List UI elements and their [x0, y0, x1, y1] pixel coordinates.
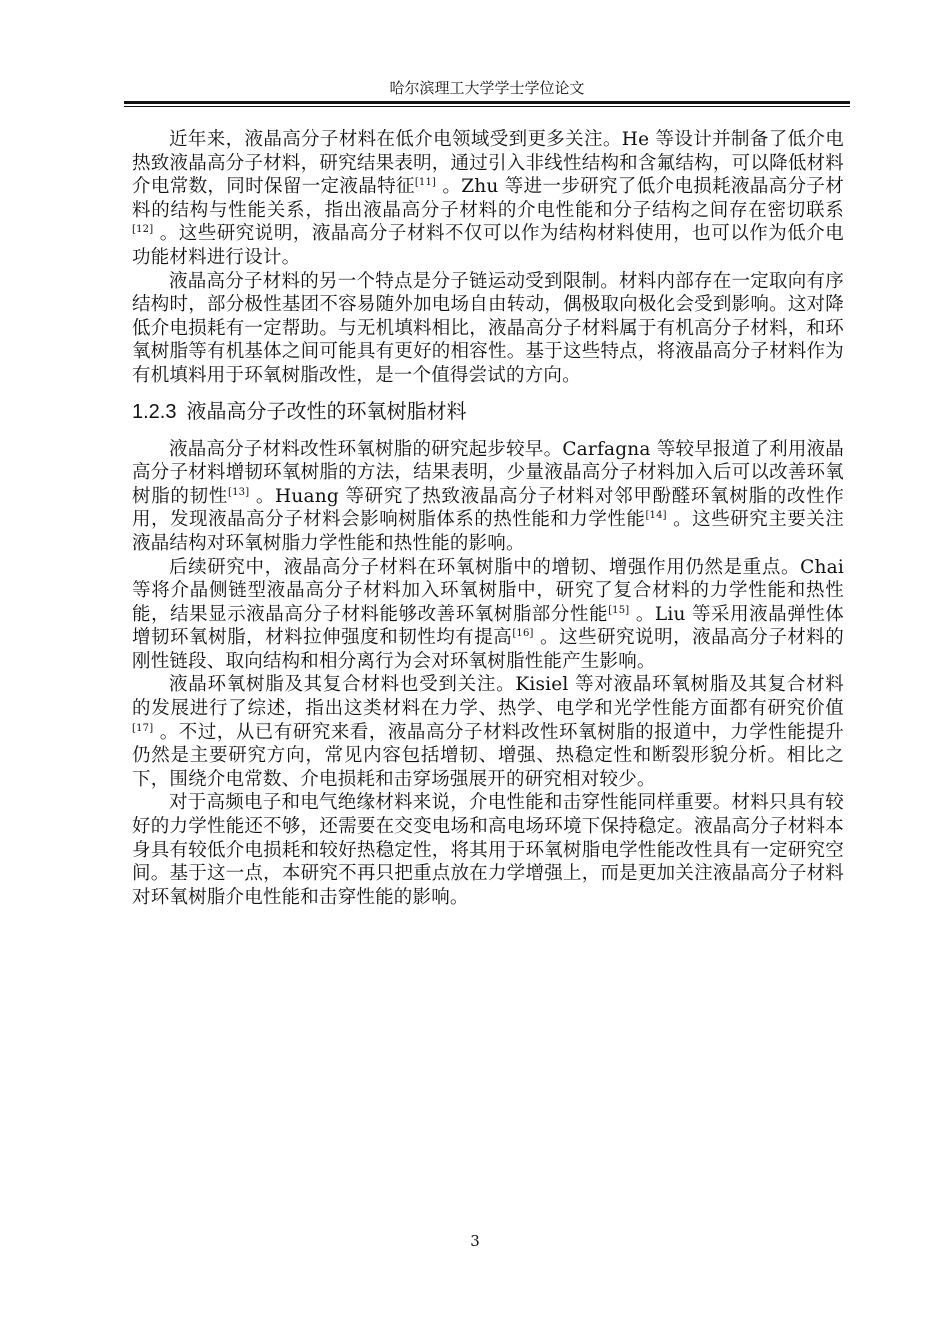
- section-title: 液晶高分子改性的环氧树脂材料: [186, 398, 467, 423]
- citation-14: [14]: [645, 510, 667, 522]
- running-header: 哈尔滨理工大学学士学位论文: [389, 79, 585, 97]
- page-body: [132, 128, 844, 909]
- header-rule-thin: [124, 106, 850, 107]
- section-number: 1.2.3: [132, 400, 177, 423]
- paragraph-early-research: 液晶高分子材料改性环氧树脂的研究起步较早。Carfagna 等较早报道了利用液晶高分子材料增韧环氧树脂的方法，结果表明，少量液晶高分子材料加入后可以改善环氧树脂的韧性[13] 。Huang 等研究了热致液晶高分子材料对邻甲酚醛环氧树脂的改性作用，发现液晶高分子材料会影响树脂体系的热性能和力学性能[14] 。这些研究主要关注液晶结构对环氧树脂力学性能和热性能的影响。: [132, 438, 844, 554]
- paragraph-chain-motion: 液晶高分子材料的另一个特点是分子链运动受到限制。材料内部存在一定取向有序结构时，部分极性基团不容易随外加电场自由转动，偶极取向极化会受到影响。这对降低介电损耗有一定帮助。与无机填料相比，液晶高分子材料属于有机高分子材料，和环氧树脂等有机基体之间可能具有更好的相容性。基于这些特点，将液晶高分子材料作为有机填料用于环氧树脂改性，是一个值得尝试的方向。: [132, 270, 844, 386]
- citation-12: [12]: [132, 224, 154, 236]
- citation-13: [13]: [227, 486, 250, 498]
- paragraph-toughening-research: 后续研究中，液晶高分子材料在环氧树脂中的增韧、增强作用仍然是重点。Chai 等将介晶侧链型液晶高分子材料加入环氧树脂中，研究了复合材料的力学性能和热性能，结果显示液晶高分子材料能够改善环氧树脂部分性能[15] 。Liu 等采用液晶弹性体增韧环氧树脂，材料拉伸强度和韧性均有提高[16] 。这些研究说明，液晶高分子材料的刚性链段、取向结构和相分离行为会对环氧树脂性能产生影响。: [132, 556, 844, 672]
- citation-11: [11]: [414, 177, 437, 189]
- citation-15: [15]: [608, 604, 630, 616]
- section-heading: [132, 397, 844, 426]
- paragraph-low-dielectric-lcp: 近年来，液晶高分子材料在低介电领域受到更多关注。He 等设计并制备了低介电热致液晶高分子材料，研究结果表明，通过引入非线性结构和含氟结构，可以降低材料介电常数，同时保留一定液晶特征[11] 。Zhu 等进一步研究了低介电损耗液晶高分子材料的结构与性能关系，指出液晶高分子材料的介电性能和分子结构之间存在密切联系[12] 。这些研究说明，液晶高分子材料不仅可以作为结构材料使用，也可以作为低介电功能材料进行设计。: [132, 129, 844, 268]
- citation-17: [17]: [132, 722, 154, 734]
- citation-16: [16]: [512, 628, 534, 640]
- page-number: 3: [470, 1232, 480, 1250]
- paragraph-research-focus: 对于高频电子和电气绝缘材料来说，介电性能和击穿性能同样重要。材料只具有较好的力学性能还不够，还需要在交变电场和高电场环境下保持稳定。液晶高分子材料本身具有较低介电损耗和较好热稳定性，将其用于环氧树脂电学性能改性具有一定研究空间。基于这一点，本研究不再只把重点放在力学增强上，而是更加关注液晶高分子材料对环氧树脂介电性能和击穿性能的影响。: [132, 792, 844, 908]
- paragraph-lc-epoxy-review: 液晶环氧树脂及其复合材料也受到关注。Kisiel 等对液晶环氧树脂及其复合材料的发展进行了综述，指出这类材料在力学、热学、电学和光学性能方面都有研究价值[17] 。不过，从已有研究来看，液晶高分子材料改性环氧树脂的报道中，力学性能提升仍然是主要研究方向，常见内容包括增韧、增强、热稳定性和断裂形貌分析。相比之下，围绕介电常数、介电损耗和击穿场强展开的研究相对较少。: [132, 674, 844, 790]
- header-rule-thick: [124, 101, 850, 104]
